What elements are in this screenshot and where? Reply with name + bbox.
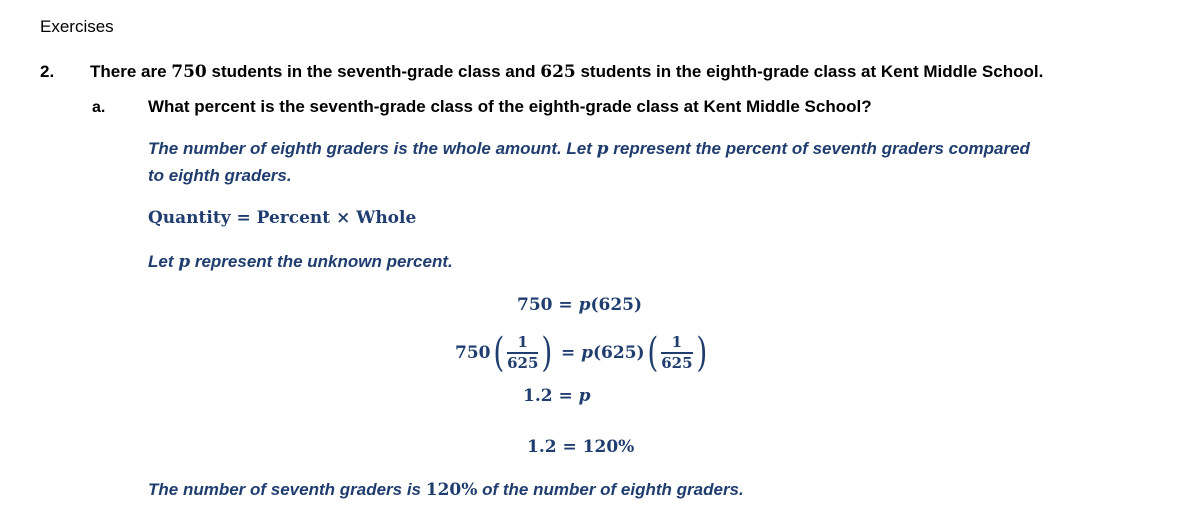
equation-2 (455, 328, 709, 378)
conclusion (148, 480, 744, 500)
eighth-grade-count: 625 (540, 62, 576, 82)
fraction-numerator: 1 (507, 335, 538, 354)
problem-statement (90, 62, 1043, 82)
fraction-denominator: 625 (507, 354, 539, 372)
let-text: Let (148, 252, 179, 271)
problem-text-3: students in the eighth-grade class at Kent Middle School. (575, 62, 1044, 81)
conclusion-value: 120% (425, 480, 478, 500)
fraction-denominator: 625 (661, 354, 693, 372)
eq1-left: 750 = (517, 295, 579, 315)
left-paren: ( (646, 330, 658, 376)
conclusion-text: The number of seventh graders is (148, 480, 426, 499)
fraction-numerator: 1 (661, 335, 692, 354)
fraction (661, 335, 692, 371)
section-title: Exercises (40, 17, 114, 36)
let-statement (148, 252, 453, 272)
eq2-product: (625) (593, 343, 645, 363)
variable-p: p (578, 386, 591, 406)
seventh-grade-count: 750 (171, 62, 207, 82)
equation-1 (517, 295, 642, 315)
variable-p: p (581, 343, 594, 363)
problem-text-1: There are (90, 62, 172, 81)
variable-p: p (178, 252, 191, 272)
part-letter: a. (92, 99, 106, 116)
eq2-left: 750 (455, 343, 491, 363)
equation-4: 1.2 = 120% (527, 437, 635, 457)
solution-text: The number of eighth graders is the whole amount. Let (148, 139, 597, 158)
problem-text-2: students in the seventh-grade class and (206, 62, 541, 81)
conclusion-text: of the number of eighth graders. (477, 480, 744, 499)
formula: Quantity = Percent × Whole (148, 208, 417, 228)
fraction (507, 335, 538, 371)
eq3-left: 1.2 = (523, 386, 579, 406)
right-paren: ) (695, 330, 707, 376)
solution-line-2: to eighth graders. (148, 166, 292, 185)
part-question: What percent is the seventh-grade class of the eighth-grade class at Kent Middle School? (148, 97, 872, 116)
solution-text: represent the percent of seventh graders compared (608, 139, 1030, 158)
solution-line-1 (148, 139, 1030, 159)
problem-number: 2. (40, 62, 55, 81)
let-text: represent the unknown percent. (190, 252, 453, 271)
variable-p: p (578, 295, 591, 315)
equation-3 (523, 386, 591, 406)
eq1-right: (625) (590, 295, 643, 315)
left-paren: ( (492, 330, 504, 376)
right-paren: ) (541, 330, 553, 376)
equals-sign: = (555, 343, 582, 363)
variable-p: p (596, 139, 609, 159)
